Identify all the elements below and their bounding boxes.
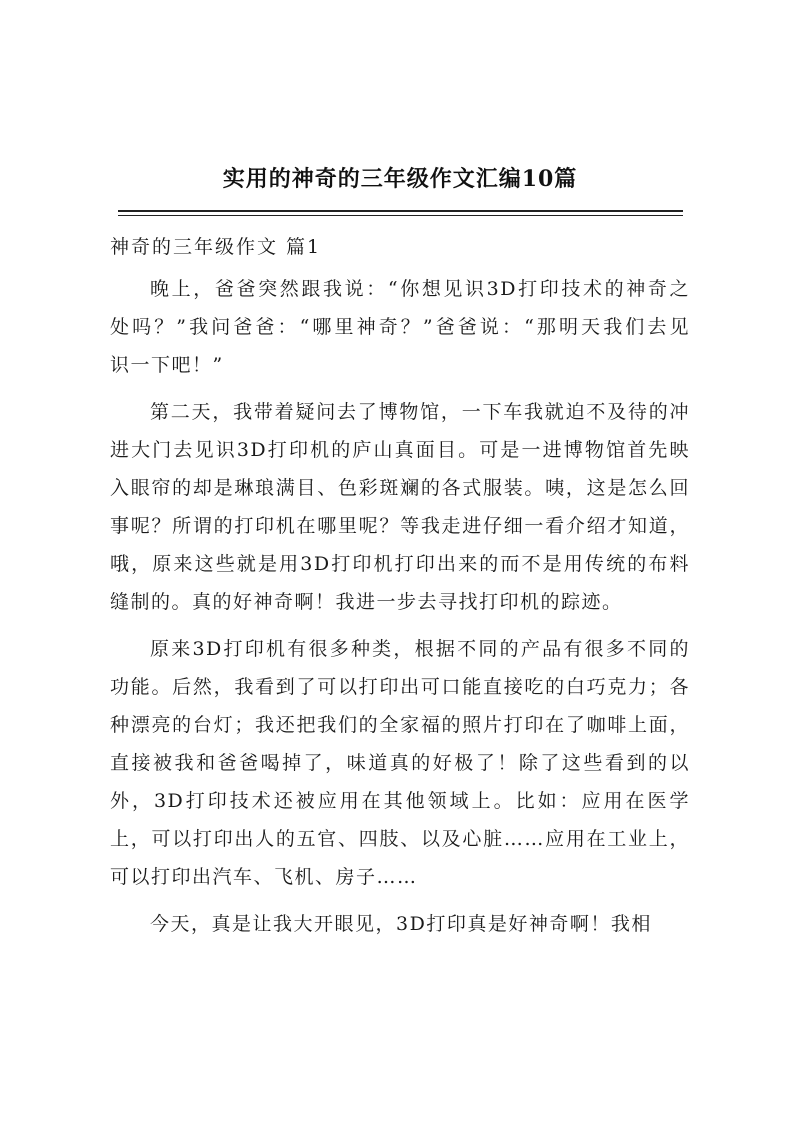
paragraph: [110, 630, 690, 896]
text-line: 外，3D打印技术还被应用在其他领域上。比如：应用在医学: [110, 790, 690, 812]
section-heading: 神奇的三年级作文 篇1: [110, 236, 322, 258]
text-line: 事呢？所谓的打印机在哪里呢？等我走进仔细一看介绍才知道，: [110, 515, 690, 537]
text-line: 原来3D打印机有很多种类，根据不同的产品有很多不同的: [150, 638, 690, 660]
text-line: 进大门去见识3D打印机的庐山真面目。可是一进博物馆首先映: [110, 439, 690, 461]
text-line: 可以打印出汽车、飞机、房子……: [110, 866, 418, 888]
paragraph: [110, 270, 690, 384]
paragraph: [110, 905, 690, 943]
paragraph: [110, 393, 690, 621]
text-line: 处吗？”我问爸爸：“哪里神奇？”爸爸说：“那明天我们去见: [110, 316, 690, 338]
essay-body: [110, 270, 690, 943]
text-line: 功能。后然，我看到了可以打印出可口能直接吃的白巧克力；各: [110, 676, 690, 698]
text-line: 入眼帘的却是琳琅满目、色彩斑斓的各式服装。咦，这是怎么回: [110, 477, 690, 499]
title-rule-thin: [118, 215, 683, 216]
text-line: 第二天，我带着疑问去了博物馆，一下车我就迫不及待的冲: [150, 401, 690, 423]
text-line: 上，可以打印出人的五官、四肢、以及心脏……应用在工业上，: [110, 828, 690, 850]
text-line: 缝制的。真的好神奇啊！我进一步去寻找打印机的踪迹。: [110, 591, 623, 613]
text-line: 今天，真是让我大开眼见，3D打印真是好神奇啊！我相: [150, 913, 652, 935]
text-line: 晚上，爸爸突然跟我说：“你想见识3D打印技术的神奇之: [150, 278, 690, 300]
text-line: 识一下吧！”: [110, 354, 224, 376]
document-title: 实用的神奇的三年级作文汇编10篇: [222, 166, 578, 192]
text-line: 种漂亮的台灯；我还把我们的全家福的照片打印在了咖啡上面，: [110, 714, 690, 736]
text-line: 直接被我和爸爸喝掉了，味道真的好极了！除了这些看到的以: [110, 752, 690, 774]
title-rule-thick: [118, 210, 683, 212]
text-line: 哦，原来这些就是用3D打印机打印出来的而不是用传统的布料: [110, 553, 690, 575]
